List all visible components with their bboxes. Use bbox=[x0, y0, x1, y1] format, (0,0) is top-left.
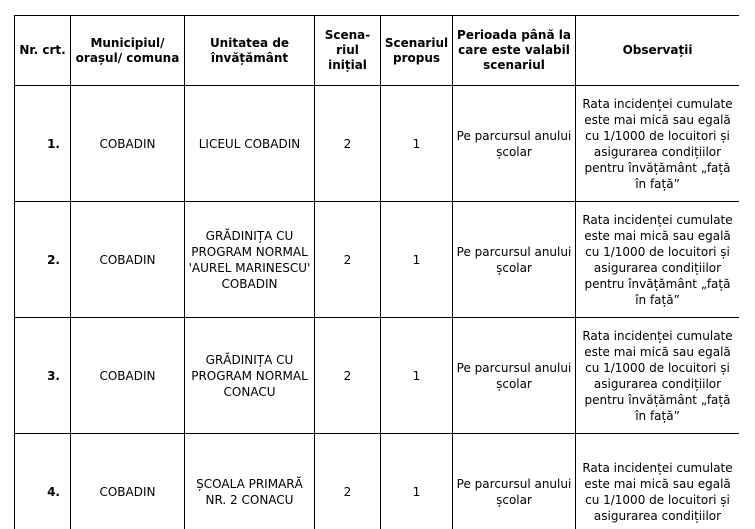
table-row bbox=[15, 86, 740, 202]
scenario-table-container bbox=[14, 15, 739, 529]
cell-observatii: Rata incidenței cumulate este mai mică sau egală cu 1/1000 de locuitori și asigurarea condițiilor bbox=[576, 434, 740, 529]
cell-nr: 4. bbox=[15, 434, 71, 529]
cell-observatii: Rata incidenței cumulate este mai mică sau egală cu 1/1000 de locuitori și asigurarea condițiilor pentru învățământ „față în față” bbox=[576, 86, 740, 202]
cell-perioada: Pe parcursul anului școlar bbox=[453, 202, 576, 318]
cell-unitate: ȘCOALA PRIMARĂ NR. 2 CONACU bbox=[185, 434, 315, 529]
header-nr-crt: Nr. crt. bbox=[15, 16, 71, 86]
cell-scenariu-initial: 2 bbox=[315, 434, 381, 529]
table-row bbox=[15, 202, 740, 318]
header-observatii: Observații bbox=[576, 16, 740, 86]
cell-nr: 2. bbox=[15, 202, 71, 318]
cell-unitate: GRĂDINIȚA CU PROGRAM NORMAL CONACU bbox=[185, 318, 315, 434]
cell-observatii: Rata incidenței cumulate este mai mică sau egală cu 1/1000 de locuitori și asigurarea condițiilor pentru învățământ „față în față” bbox=[576, 318, 740, 434]
cell-nr: 3. bbox=[15, 318, 71, 434]
cell-scenariu-initial: 2 bbox=[315, 202, 381, 318]
table-row bbox=[15, 318, 740, 434]
cell-observatii: Rata incidenței cumulate este mai mică sau egală cu 1/1000 de locuitori și asigurarea condițiilor pentru învățământ „față în față” bbox=[576, 202, 740, 318]
cell-perioada: Pe parcursul anului școlar bbox=[453, 434, 576, 529]
cell-perioada: Pe parcursul anului școlar bbox=[453, 86, 576, 202]
cell-scenariu-initial: 2 bbox=[315, 318, 381, 434]
cell-nr: 1. bbox=[15, 86, 71, 202]
scenario-table bbox=[14, 15, 739, 529]
cell-unitate: GRĂDINIȚA CU PROGRAM NORMAL 'AUREL MARINESCU' COBADIN bbox=[185, 202, 315, 318]
cell-scenariu-propus: 1 bbox=[381, 318, 453, 434]
cell-municipiu: COBADIN bbox=[71, 318, 185, 434]
cell-scenariu-propus: 1 bbox=[381, 86, 453, 202]
header-perioada: Perioada până la care este valabil scenariul bbox=[453, 16, 576, 86]
table-header-row bbox=[15, 16, 740, 86]
cell-municipiu: COBADIN bbox=[71, 434, 185, 529]
header-scenariu-propus: Scenariul propus bbox=[381, 16, 453, 86]
cell-scenariu-propus: 1 bbox=[381, 434, 453, 529]
header-scenariu-initial: Scena-riul inițial bbox=[315, 16, 381, 86]
cell-scenariu-initial: 2 bbox=[315, 86, 381, 202]
cell-unitate: LICEUL COBADIN bbox=[185, 86, 315, 202]
cell-municipiu: COBADIN bbox=[71, 86, 185, 202]
cell-municipiu: COBADIN bbox=[71, 202, 185, 318]
header-unitate: Unitatea de învățământ bbox=[185, 16, 315, 86]
cell-perioada: Pe parcursul anului școlar bbox=[453, 318, 576, 434]
cell-scenariu-propus: 1 bbox=[381, 202, 453, 318]
header-municipiu: Municipiul/ orașul/ comuna bbox=[71, 16, 185, 86]
table-row bbox=[15, 434, 740, 529]
